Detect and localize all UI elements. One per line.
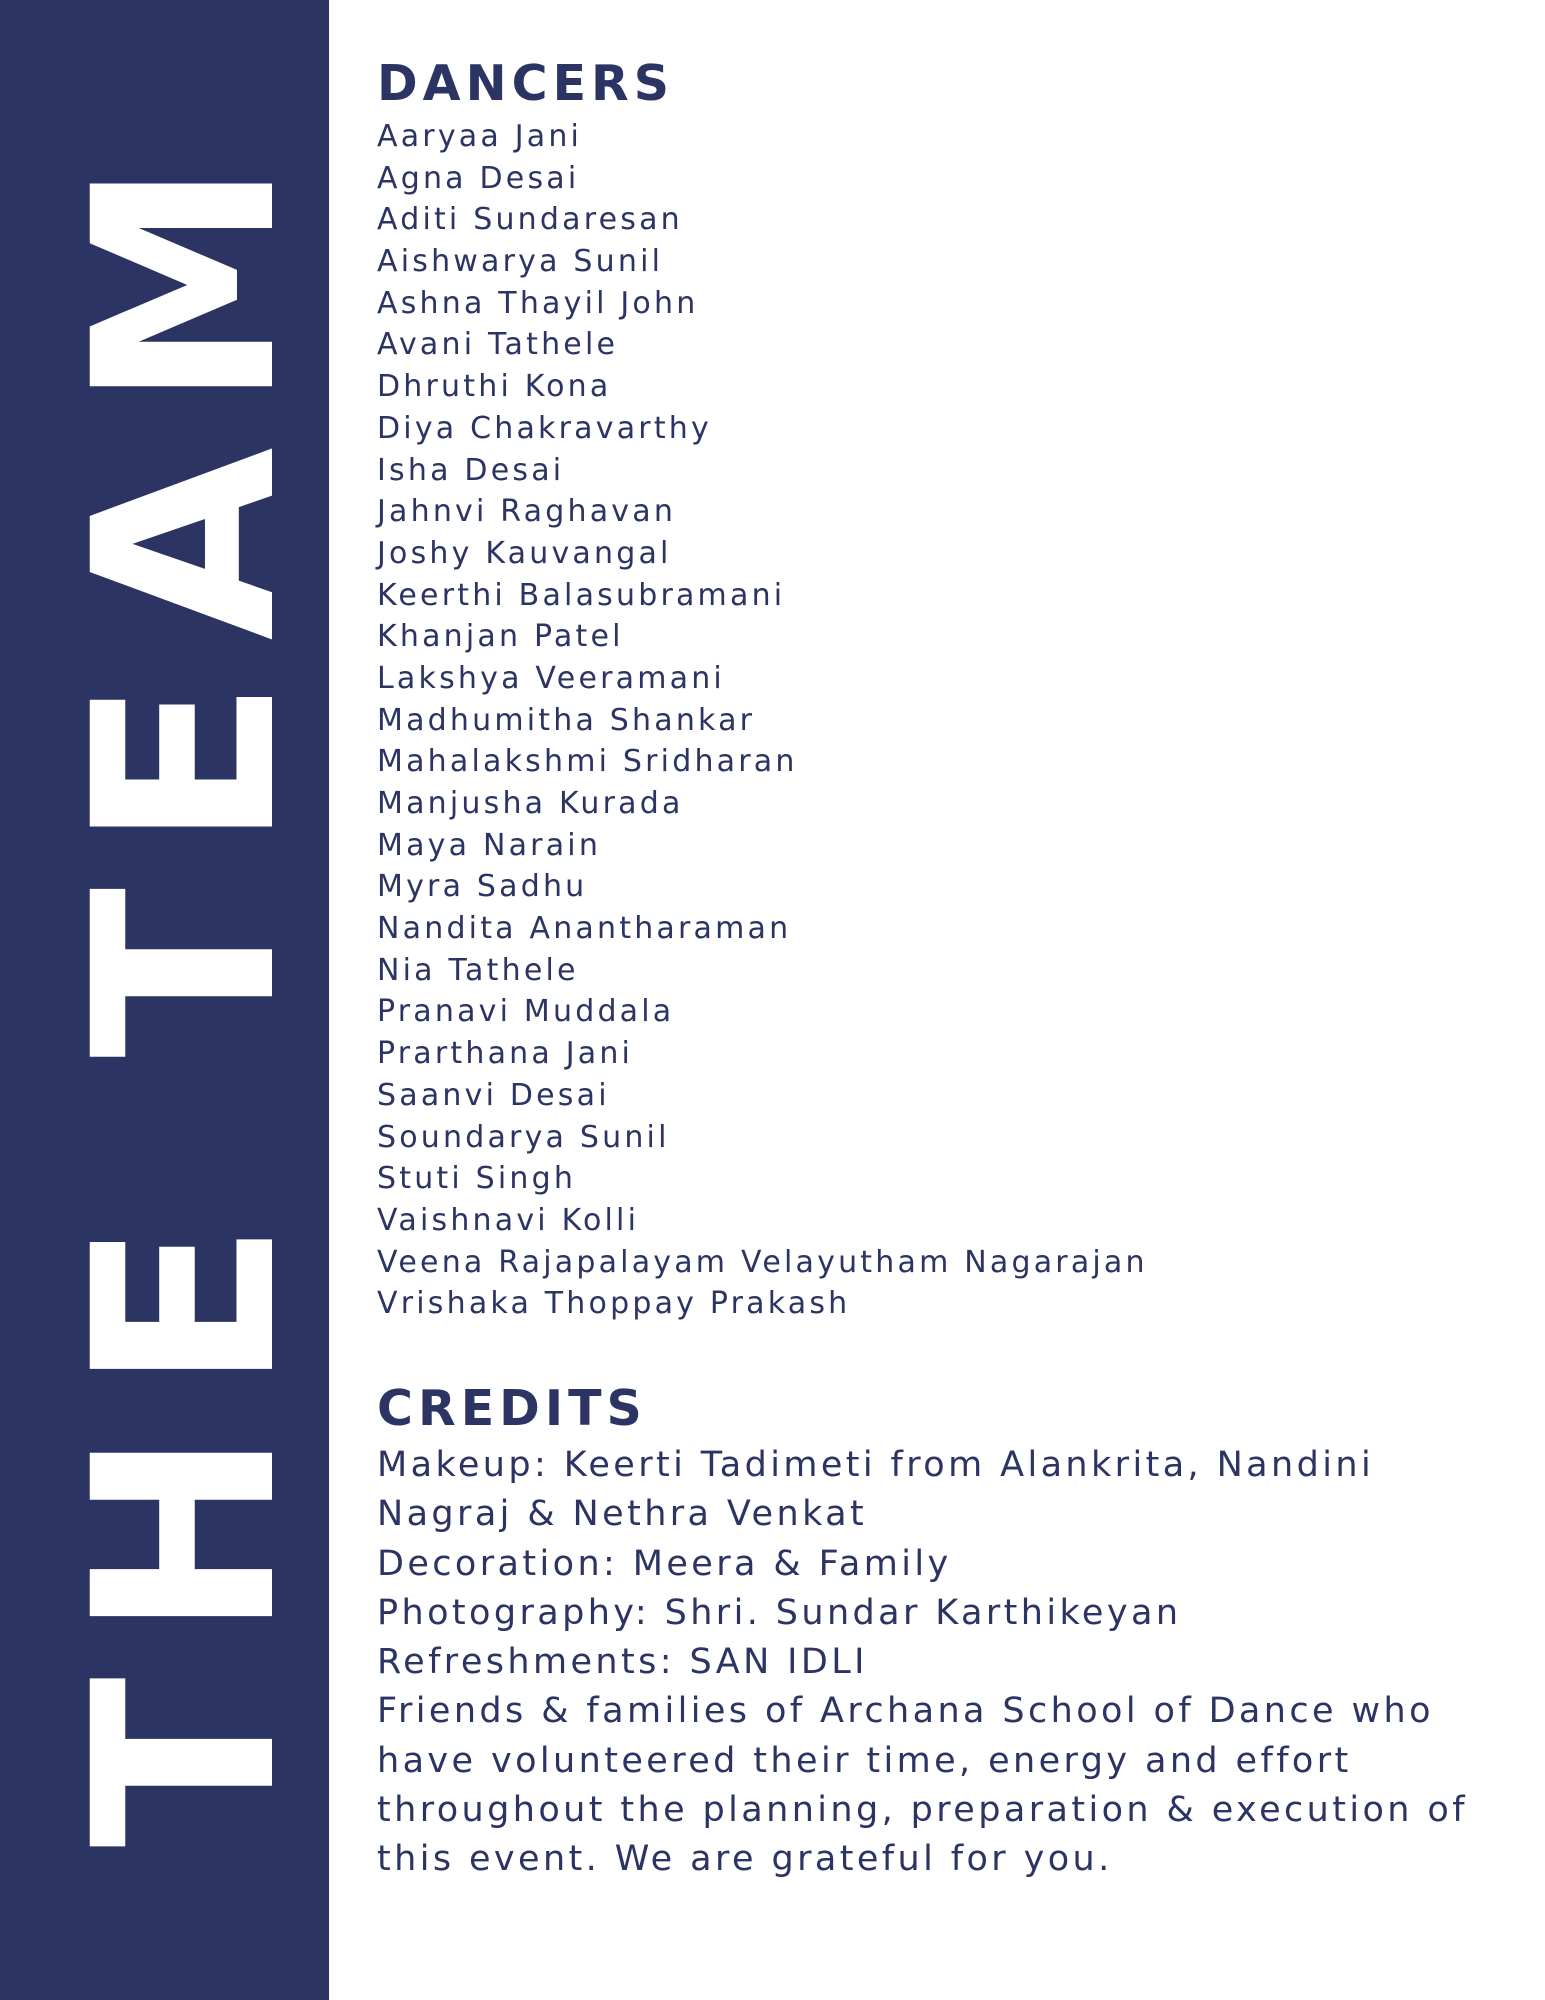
the-team-vertical-title: THE TEAM <box>40 122 331 1848</box>
dancer-name: Mahalakshmi Sridharan <box>377 744 798 780</box>
credit-decoration: Decoration: Meera & Family <box>377 1543 952 1584</box>
dancer-name: Vrishaka Thoppay Prakash <box>377 1286 851 1322</box>
dancer-name: Aaryaa Jani <box>377 119 583 154</box>
dancer-name: Soundarya Sunil <box>377 1119 670 1155</box>
dancer-name: Manjusha Kurada <box>377 786 684 821</box>
dancer-name: Maya Narain <box>377 827 602 863</box>
dancer-name: Lakshya Veeramani <box>377 660 725 696</box>
credit-photography: Photography: Shri. Sundar Karthikeyan <box>377 1592 1182 1633</box>
dancer-name: Khanjan Patel <box>377 619 624 655</box>
dancers-heading: DANCERS <box>377 55 675 112</box>
dancer-name: Nandita Anantharaman <box>377 911 792 947</box>
dancer-name: Stuti Singh <box>377 1161 577 1197</box>
dancer-name: Prarthana Jani <box>377 1036 634 1072</box>
main-content <box>377 52 1517 1885</box>
dancer-name: Aditi Sundaresan <box>377 202 683 238</box>
dancer-name: Madhumitha Shankar <box>377 702 756 738</box>
credit-refreshments: Refreshments: SAN IDLI <box>377 1642 868 1683</box>
dancer-name: Agna Desai <box>377 160 580 196</box>
dancer-name: Avani Tathele <box>377 327 619 363</box>
credits-heading: CREDITS <box>377 1379 647 1437</box>
dancer-list <box>377 116 1517 1325</box>
dancer-name: Veena Rajapalayam Velayutham Nagarajan <box>377 1244 1148 1280</box>
dancer-name: Vaishnavi Kolli <box>377 1202 640 1238</box>
dancer-name: Myra Sadhu <box>377 869 588 905</box>
dancer-name: Nia Tathele <box>377 952 579 988</box>
dancer-name: Saanvi Desai <box>377 1077 610 1113</box>
credits-block <box>377 1441 1517 1885</box>
dancer-name: Keerthi Balasubramani <box>377 577 786 613</box>
dancer-name: Aishwarya Sunil <box>377 244 664 280</box>
dancer-name: Isha Desai <box>377 452 565 488</box>
sidebar-band <box>0 0 329 2000</box>
dancer-name: Diya Chakravarthy <box>377 410 712 446</box>
dancer-name: Jahnvi Raghavan <box>377 494 677 530</box>
dancer-name: Dhruthi Kona <box>377 369 612 405</box>
credit-makeup: Makeup: Keerti Tadimeti from Alankrita, Nandini Nagraj & Nethra Venkat <box>377 1444 1375 1535</box>
dancer-name: Joshy Kauvangal <box>377 535 672 571</box>
credit-thanks: Friends & families of Archana School of Dance who have volunteered their time, energy and effort throughout the planning, preparation & execution of this event. We are grateful for you. <box>377 1691 1468 1880</box>
dancer-name: Pranavi Muddala <box>377 994 675 1030</box>
dancer-name: Ashna Thayil John <box>377 285 699 321</box>
